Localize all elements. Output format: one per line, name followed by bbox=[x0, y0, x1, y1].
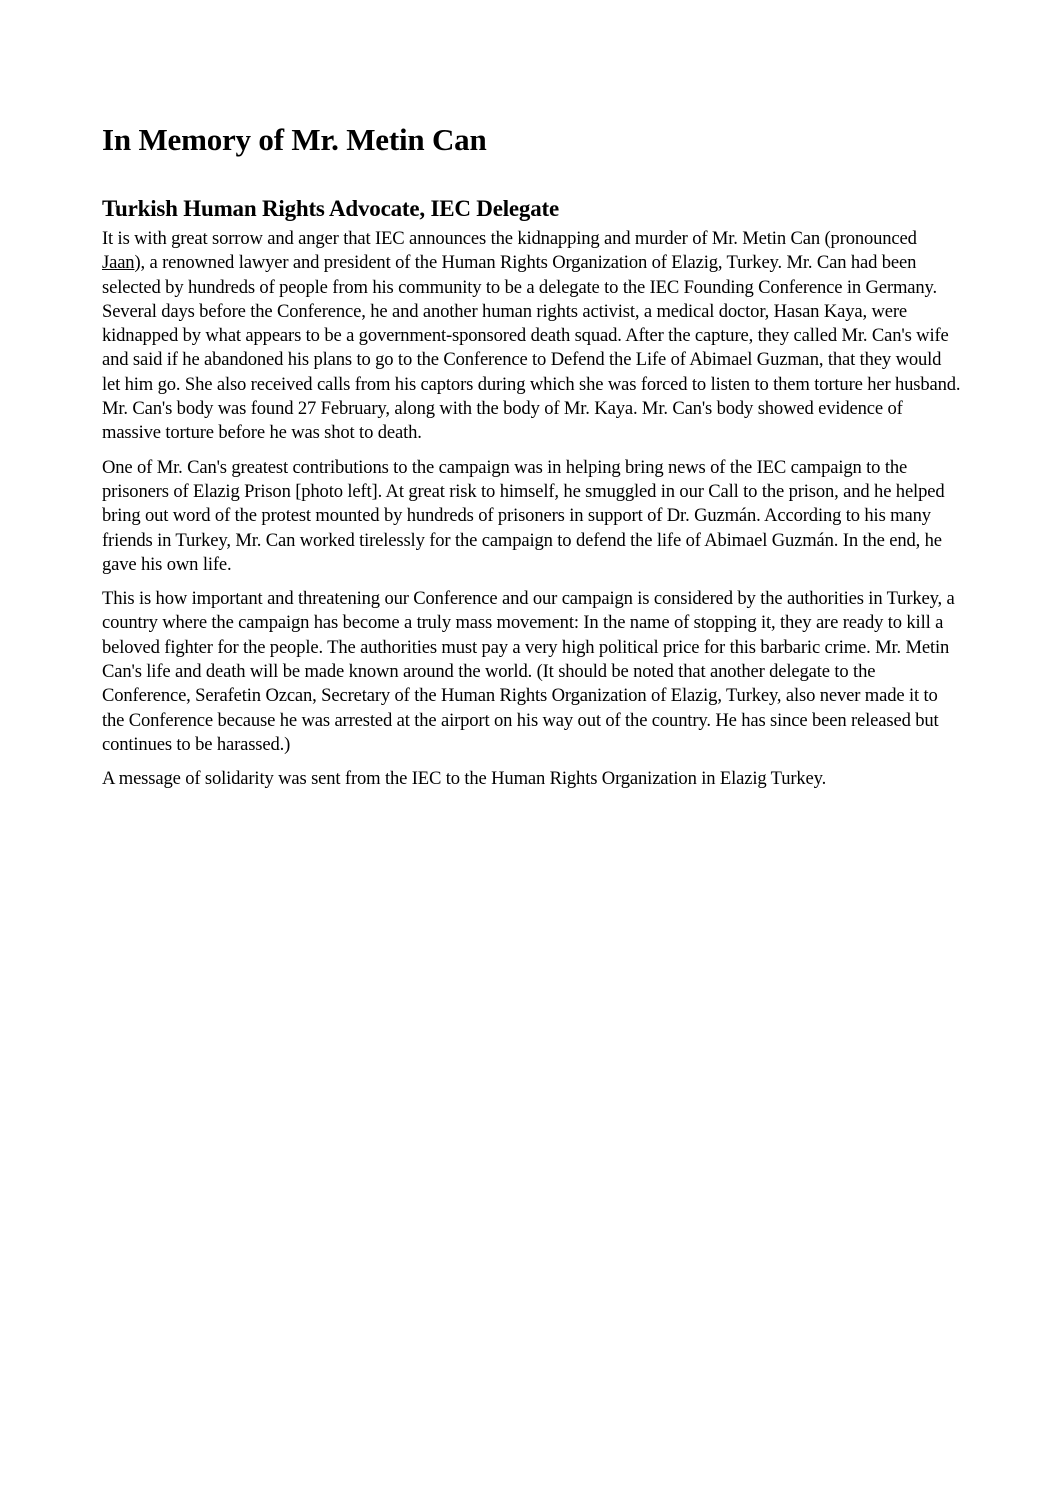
document-page bbox=[102, 120, 962, 792]
page-title: In Memory of Mr. Metin Can bbox=[102, 122, 487, 157]
paragraph-3: This is how important and threatening our Conference and our campaign is considered by the authorities in Turkey, a country where the campaign has become a truly mass movement: In the name of stopping it, they are ready to kill a beloved fighter for the people. The authorities must pay a very high political price for this barbaric crime. Mr. Metin Can's life and death will be made known around the world. (It should be noted that another delegate to the Conference, Serafetin Ozcan, Secretary of the Human Rights Organization of Elazig, Turkey, also never made it to the Conference because he was arrested at the airport on his way out of the country. He has since been released but continues to be harassed.) bbox=[102, 588, 955, 755]
paragraph-1-text-after-link: ), a renowned lawyer and president of the Human Rights Organization of Elazig, Turkey. Mr. Can had been selected by hundreds of people from his community to be a delegate to the IEC Founding Conference in Germany. Several days before the Conference, he and another human rights activist, a medical doctor, Hasan Kaya, were kidnapped by what appears to be a government-sponsored death squad. After the capture, they called Mr. Can's wife and said if he abandoned his plans to go to the Conference to Defend the Life of Abimael Guzman, that they would let him go. She also received calls from his captors during which she was forced to listen to them torture her husband. Mr. Can's body was found 27 February, along with the body of Mr. Kaya. Mr. Can's body showed evidence of massive torture before he was shot to death. bbox=[102, 252, 961, 444]
page-subtitle: Turkish Human Rights Advocate, IEC Delegate bbox=[102, 196, 559, 221]
pronunciation-link[interactable]: Jaan bbox=[102, 252, 135, 274]
paragraph-4: A message of solidarity was sent from the IEC to the Human Rights Organization in Elazig Turkey. bbox=[102, 768, 827, 790]
paragraph-1-text-before-link: It is with great sorrow and anger that IEC announces the kidnapping and murder of Mr. Metin Can (pronounced bbox=[102, 228, 917, 249]
paragraph-2: One of Mr. Can's greatest contributions to the campaign was in helping bring news of the IEC campaign to the prisoners of Elazig Prison [photo left]. At great risk to himself, he smuggled in our Call to the prison, and he helped bring out word of the protest mounted by hundreds of prisoners in support of Dr. Guzmán. According to his many friends in Turkey, Mr. Can worked tirelessly for the campaign to defend the life of Abimael Guzmán. In the end, he gave his own life. bbox=[102, 456, 945, 575]
paragraph-1 bbox=[102, 227, 962, 446]
